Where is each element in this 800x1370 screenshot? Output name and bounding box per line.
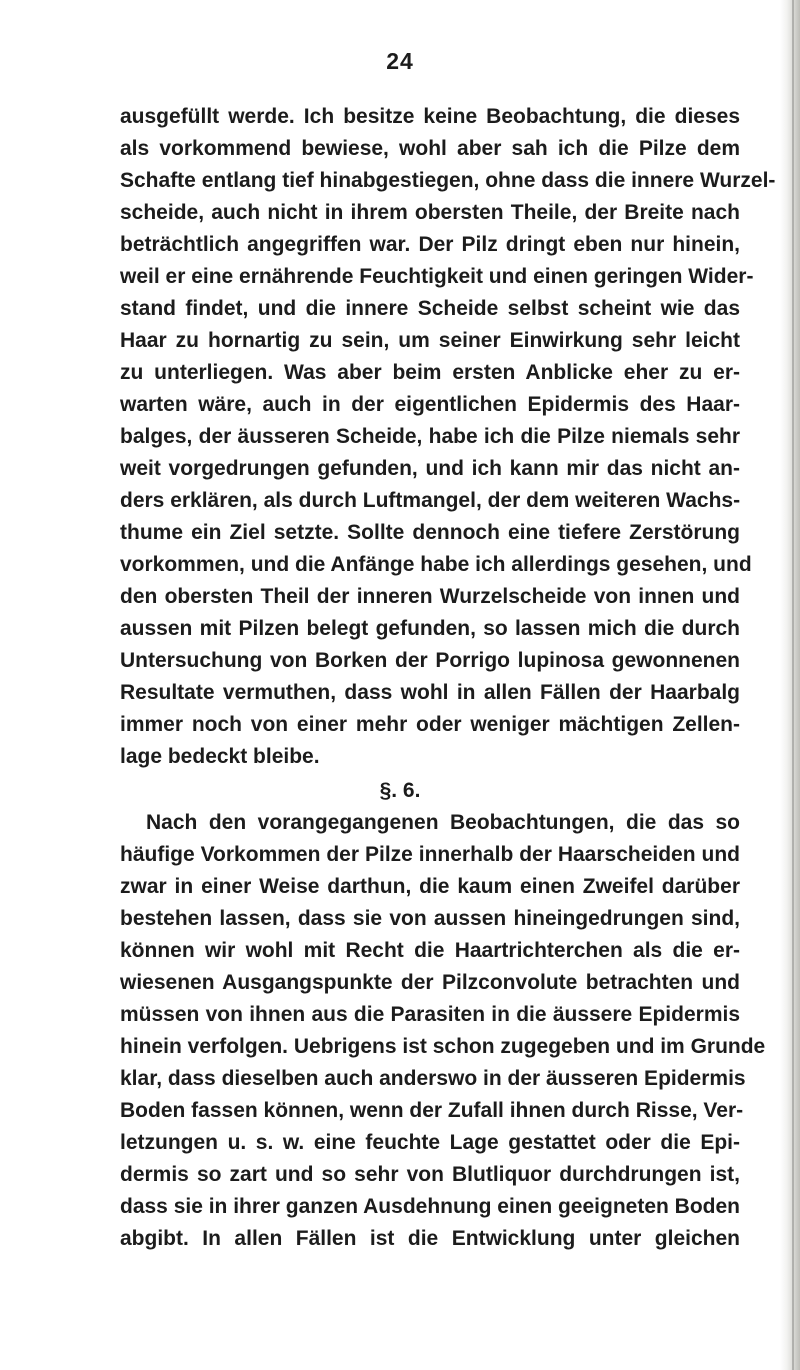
text-line: aussen mit Pilzen belegt gefunden, so lassen mich die durch (120, 617, 740, 640)
text-line: stand findet, und die innere Scheide selbst scheint wie das (120, 297, 740, 320)
scan-page-edge-line (792, 0, 794, 1370)
text-line: beträchtlich angegriffen war. Der Pilz dringt eben nur hinein, (120, 233, 740, 256)
text-line: Haar zu hornartig zu sein, um seiner Einwirkung sehr leicht (120, 329, 740, 352)
text-line: hinein verfolgen. Uebrigens ist schon zugegeben und im Grunde (120, 1035, 766, 1058)
text-line: müssen von ihnen aus die Parasiten in die äussere Epidermis (120, 1003, 740, 1026)
text-line: Boden fassen können, wenn der Zufall ihnen durch Risse, Ver- (120, 1099, 744, 1122)
text-line: letzungen u. s. w. eine feuchte Lage gestattet oder die Epi- (120, 1131, 740, 1154)
text-line: balges, der äusseren Scheide, habe ich die Pilze niemals sehr (120, 425, 740, 448)
text-line: Schafte entlang tief hinabgestiegen, ohne dass die innere Wurzel- (120, 169, 776, 192)
text-line: weit vorgedrungen gefunden, und ich kann mir das nicht an- (120, 457, 740, 480)
text-line: scheide, auch nicht in ihrem obersten Theile, der Breite nach (120, 201, 740, 224)
text-line: häufige Vorkommen der Pilze innerhalb der Haarscheiden und (120, 843, 740, 866)
text-line: abgibt. In allen Fällen ist die Entwicklung unter gleichen (120, 1227, 740, 1250)
scan-page-edge (780, 0, 800, 1370)
text-line: dass sie in ihrer ganzen Ausdehnung einen geeigneten Boden (120, 1195, 740, 1218)
text-line: immer noch von einer mehr oder weniger mächtigen Zellen- (120, 713, 740, 736)
text-line: ausgefüllt werde. Ich besitze keine Beobachtung, die dieses (120, 105, 740, 128)
page-number: 24 (386, 48, 414, 74)
text-line: als vorkommend bewiese, wohl aber sah ich die Pilze dem (120, 137, 740, 160)
text-line: Untersuchung von Borken der Porrigo lupinosa gewonnenen (120, 649, 740, 672)
text-line: bestehen lassen, dass sie von aussen hineingedrungen sind, (120, 907, 740, 930)
text-line: thume ein Ziel setzte. Sollte dennoch eine tiefere Zerstörung (120, 521, 740, 544)
text-line: lage bedeckt bleibe. (120, 745, 320, 768)
text-line: zu unterliegen. Was aber beim ersten Anblicke eher zu er- (120, 361, 740, 384)
text-line: dermis so zart und so sehr von Blutliquor durchdrungen ist, (120, 1163, 740, 1186)
text-line: Nach den vorangegangenen Beobachtungen, die das so (146, 811, 740, 834)
text-line: den obersten Theil der inneren Wurzelscheide von innen und (120, 585, 740, 608)
text-line: klar, dass dieselben auch anderswo in der äusseren Epidermis (120, 1067, 746, 1090)
text-line: können wir wohl mit Recht die Haartrichterchen als die er- (120, 939, 740, 962)
text-line: wiesenen Ausgangspunkte der Pilzconvolute betrachten und (120, 971, 740, 994)
section-heading: §. 6. (379, 779, 421, 802)
text-line: weil er eine ernährende Feuchtigkeit und einen geringen Wider- (120, 265, 754, 288)
text-line: zwar in einer Weise darthun, die kaum einen Zweifel darüber (120, 875, 740, 898)
text-line: vorkommen, und die Anfänge habe ich allerdings gesehen, und (120, 553, 752, 576)
text-line: Resultate vermuthen, dass wohl in allen Fällen der Haarbalg (120, 681, 740, 704)
text-line: ders erklären, als durch Luftmangel, der dem weiteren Wachs- (120, 489, 741, 512)
text-line: warten wäre, auch in der eigentlichen Epidermis des Haar- (120, 393, 740, 416)
